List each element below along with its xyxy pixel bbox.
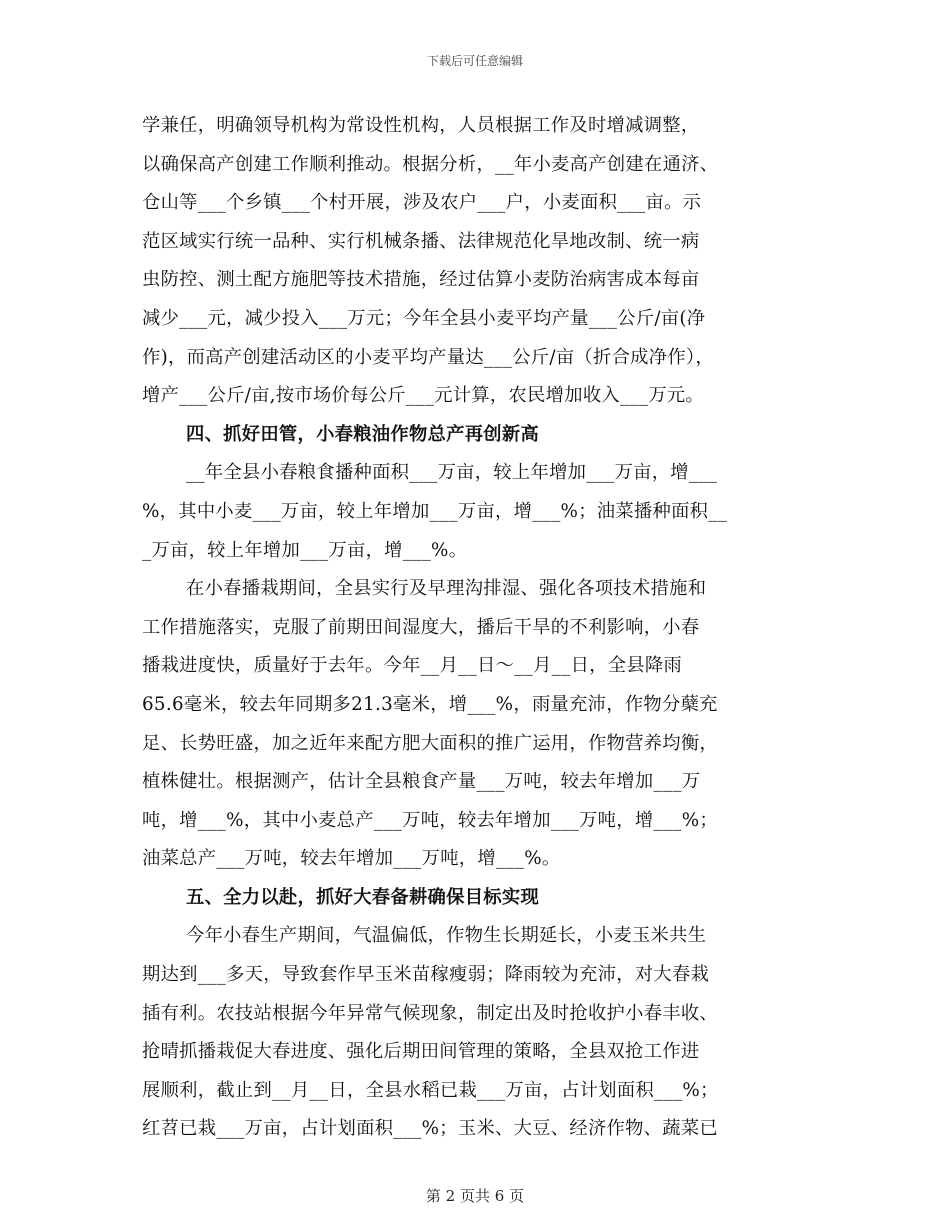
paragraph-line: 插有利。农技站根据今年异常气候现象，制定出及时抢收护小春丰收、 bbox=[142, 1002, 719, 1024]
paragraph-line: 工作措施落实，克服了前期田间湿度大，播后干旱的不利影响，小春 bbox=[142, 616, 700, 638]
paragraph-line: 展顺利，截止到__月__日，全县水稻已栽___万亩，占计划面积___%； bbox=[142, 1079, 719, 1101]
page-header: 下载后可任意编辑 bbox=[426, 54, 523, 68]
paragraph-line: _万亩，较上年增加___万亩，增___%。 bbox=[142, 539, 468, 561]
section-heading: 五、全力以赴，抓好大春备耕确保目标实现 bbox=[186, 886, 540, 908]
paragraph-line: %，其中小麦___万亩，较上年增加___万亩，增___%；油菜播种面积__ bbox=[142, 500, 728, 522]
paragraph-line: 作)，而高产创建活动区的小麦平均产量达___公斤/亩（折合成净作）， bbox=[142, 346, 714, 368]
paragraph-line: 抢晴抓播栽促大春进度、强化后期田间管理的策略，全县双抢工作进 bbox=[142, 1041, 700, 1063]
paragraph-line: 期达到___多天，导致套作早玉米苗稼瘦弱；降雨较为充沛，对大春栽 bbox=[142, 964, 710, 986]
paragraph-line: 增产___公斤/亩,按市场价每公斤___元计算，农民增加收入___万元。 bbox=[142, 385, 705, 407]
paragraph-line: 吨，增___%，其中小麦总产___万吨，较去年增加___万吨，增___%； bbox=[142, 809, 718, 831]
paragraph-line: 红苕已栽___万亩，占计划面积___%；玉米、大豆、经济作物、蔬菜已 bbox=[142, 1118, 719, 1140]
paragraph-line: 今年小春生产期间，气温偏低，作物生长期延长，小麦玉米共生 bbox=[186, 925, 707, 947]
paragraph-line: 虫防控、测土配方施肥等技术措施，经过估算小麦防治病害成本每亩 bbox=[142, 269, 700, 291]
paragraph-line: 以确保高产创建工作顺利推动。根据分析，__年小麦高产创建在通济、 bbox=[142, 153, 719, 175]
paragraph-line: 减少___元，减少投入___万元；今年全县小麦平均产量___公斤/亩(净 bbox=[142, 307, 706, 329]
paragraph-line: 植株健壮。根据测产，估计全县粮食产量___万吨，较去年增加___万 bbox=[142, 771, 701, 793]
paragraph-line: 学兼任，明确领导机构为常设性机构，人员根据工作及时增减调整， bbox=[142, 115, 700, 136]
paragraph-line: 油菜总产___万吨，较去年增加___万吨，增___%。 bbox=[142, 848, 561, 870]
paragraph-line: 65.6毫米，较去年同期多21.3毫米，增___%，雨量充沛，作物分蘖充 bbox=[142, 693, 718, 715]
paragraph-line: 仓山等___个乡镇___个村开展，涉及农户___户，小麦面积___亩。示 bbox=[142, 192, 702, 214]
paragraph-line: 足、长势旺盛，加之近年来配方肥大面积的推广运用，作物营养均衡， bbox=[142, 732, 719, 754]
paragraph-line: 在小春播栽期间，全县实行及早理沟排湿、强化各项技术措施和 bbox=[186, 578, 707, 600]
section-heading: 四、抓好田管，小春粮油作物总产再创新高 bbox=[186, 423, 540, 445]
paragraph-line: 播栽进度快，质量好于去年。今年__月__日～__月__日，全县降雨 bbox=[142, 655, 683, 677]
page-footer: 第 2 页共 6 页 bbox=[425, 1187, 525, 1205]
paragraph-line: 范区域实行统一品种、实行机械条播、法律规范化旱地改制、统一病 bbox=[142, 230, 700, 252]
paragraph-line: __年全县小春粮食播种面积___万亩，较上年增加___万亩，增___ bbox=[186, 462, 718, 484]
document-body bbox=[142, 107, 810, 1149]
